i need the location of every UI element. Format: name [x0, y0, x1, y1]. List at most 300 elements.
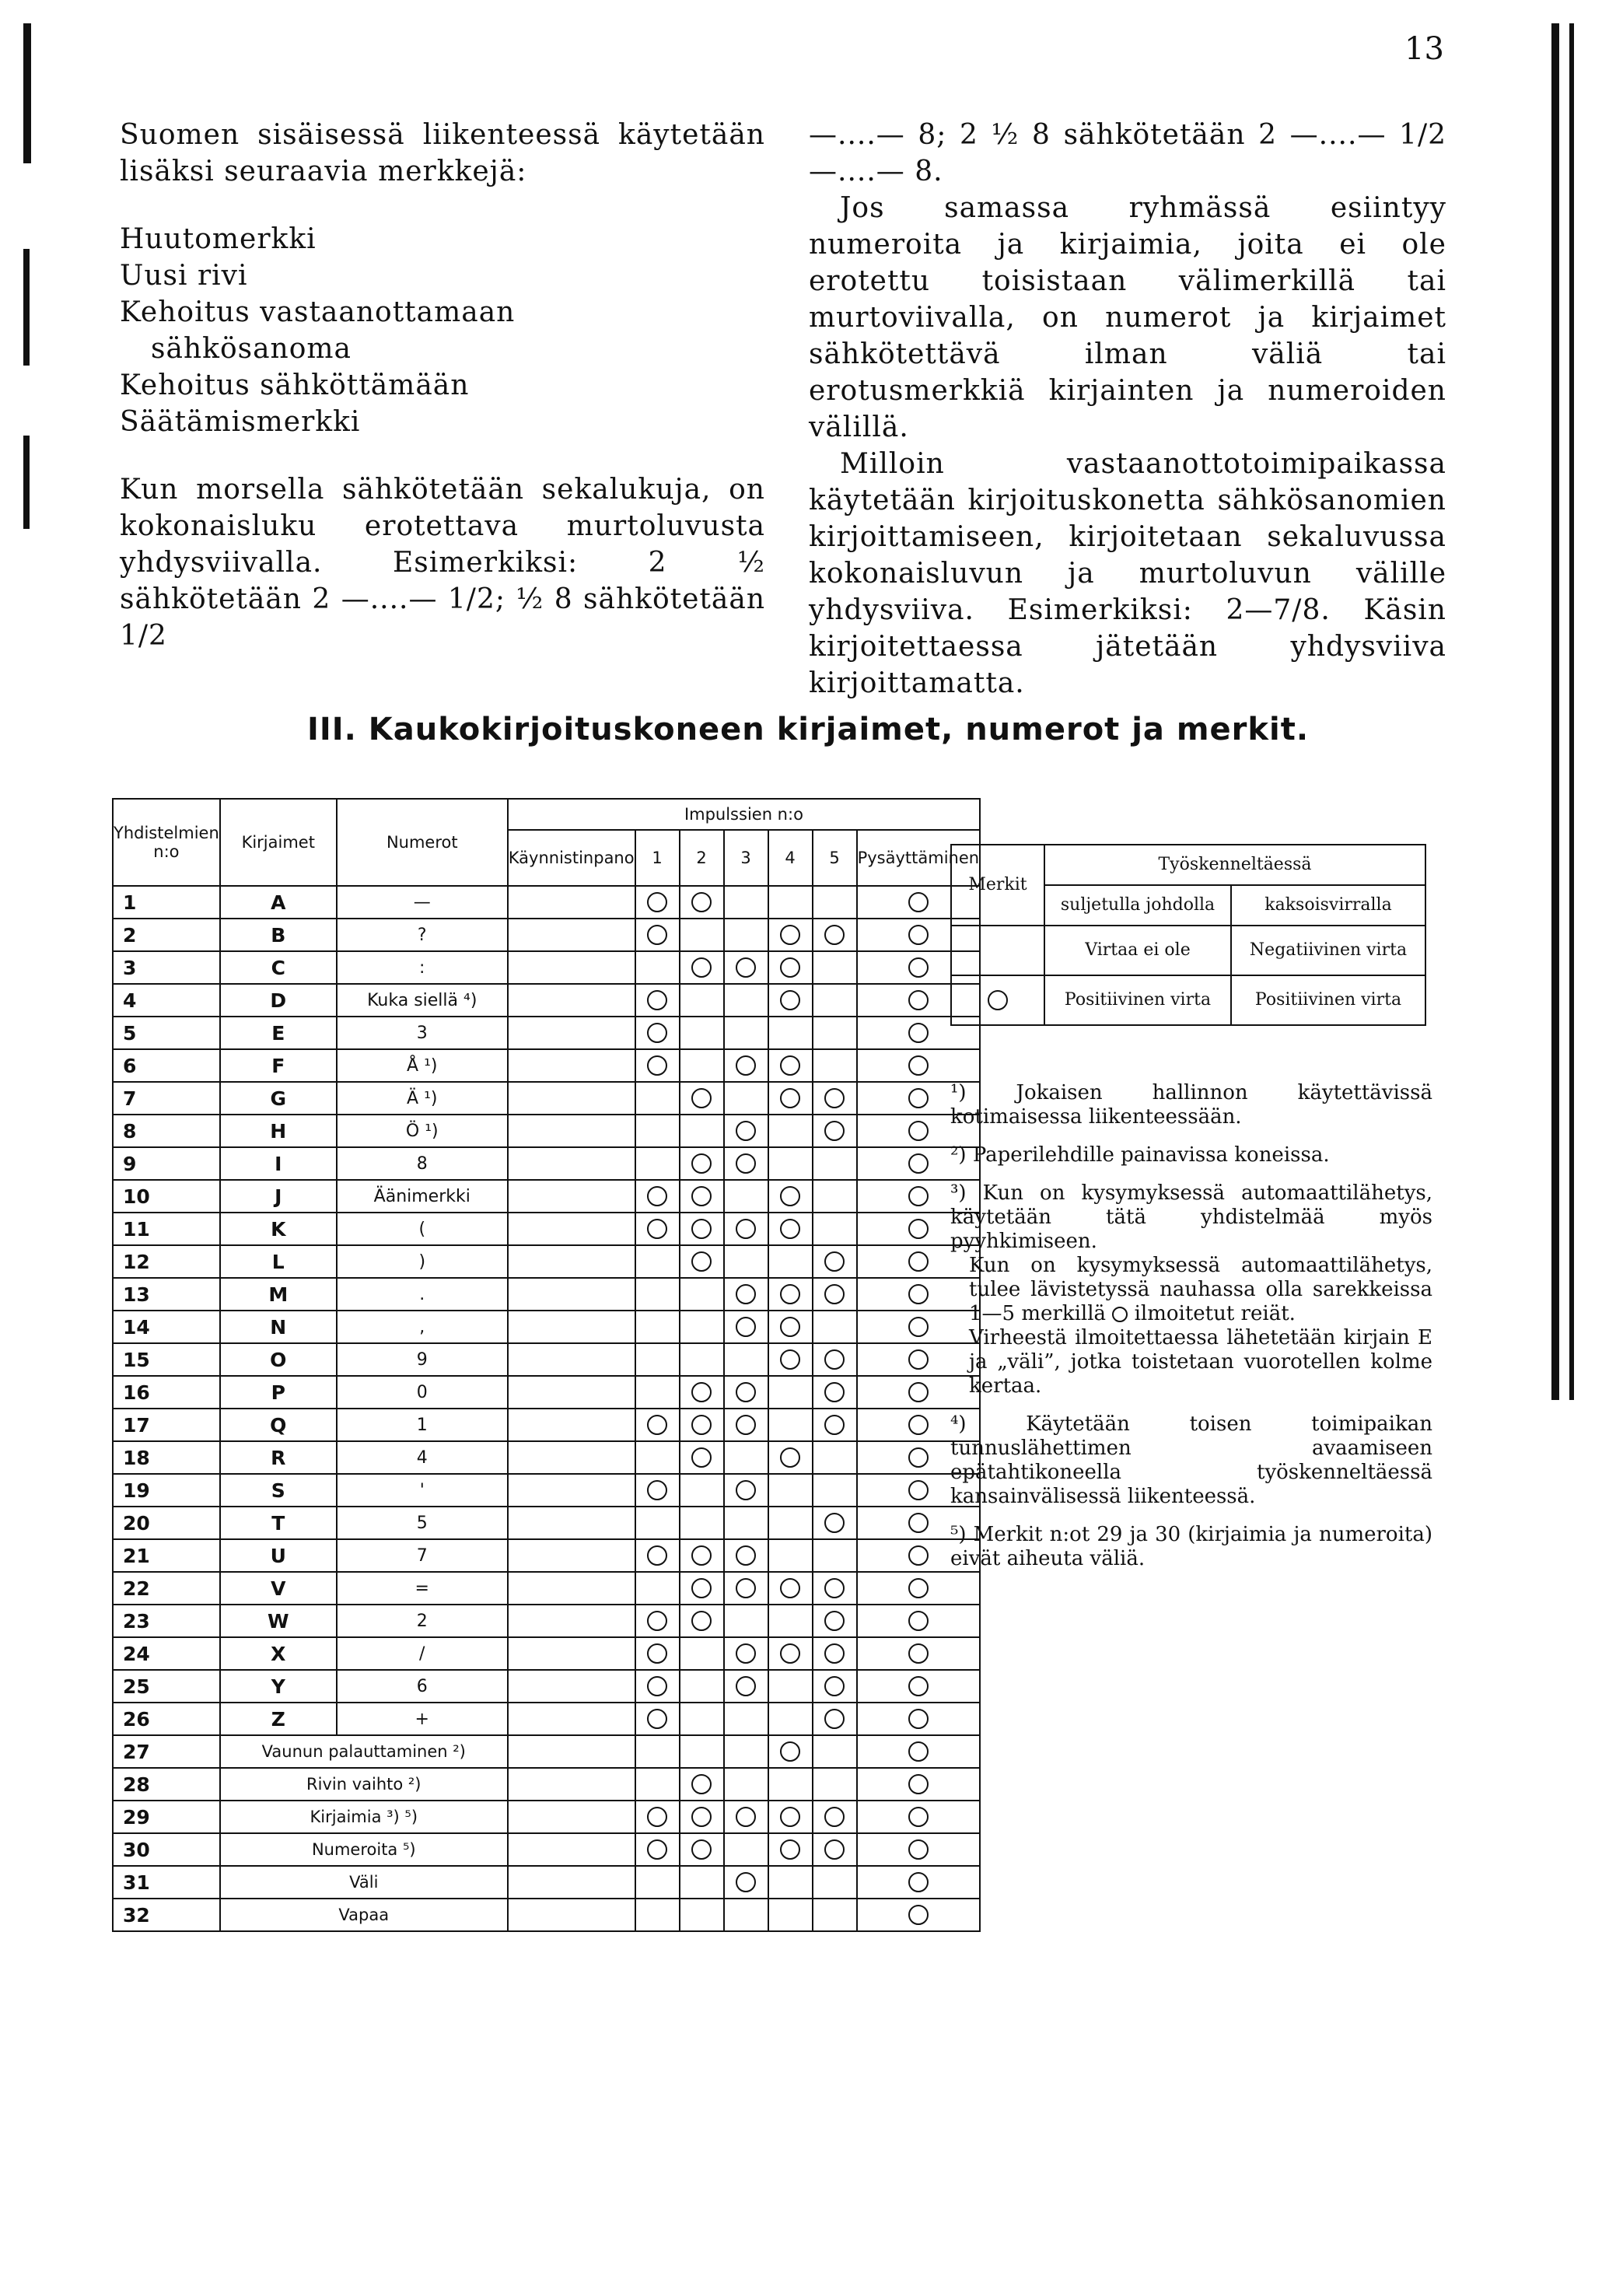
impulse-cell-4 [768, 1507, 813, 1539]
circle-icon [691, 1545, 712, 1566]
start-cell [508, 1507, 635, 1539]
header-letters: Kirjaimet [220, 799, 337, 886]
start-cell [508, 1670, 635, 1703]
scan-edge-left-2 [23, 249, 30, 366]
circle-icon [780, 1839, 800, 1860]
row-number: 11 [113, 1213, 220, 1245]
impulse-cell-5 [813, 1213, 857, 1245]
impulse-cell-3 [724, 1637, 768, 1670]
stop-cell [857, 1801, 981, 1833]
circle-icon [736, 1121, 756, 1141]
impulse-cell-5 [813, 1801, 857, 1833]
start-cell [508, 1245, 635, 1278]
row-number: 3 [113, 951, 220, 984]
letter-cell: A [220, 886, 337, 919]
circle-icon [908, 1251, 929, 1272]
table-row [113, 1441, 980, 1474]
impulse-cell-1 [635, 1082, 680, 1115]
impulse-cell-5 [813, 886, 857, 919]
figure-cell: Äänimerkki [337, 1180, 508, 1213]
start-cell [508, 1213, 635, 1245]
circle-icon [908, 1905, 929, 1925]
figure-cell: 4 [337, 1441, 508, 1474]
row-number: 26 [113, 1703, 220, 1735]
circle-icon [824, 1807, 845, 1827]
impulse-cell-2 [680, 1311, 724, 1343]
circle-icon [691, 1415, 712, 1435]
circle-icon [824, 1839, 845, 1860]
legend-negative-current: Negatiivinen virta [1231, 926, 1425, 975]
impulse-cell-4 [768, 1670, 813, 1703]
impulse-cell-2 [680, 1409, 724, 1441]
impulse-cell-2 [680, 1441, 724, 1474]
circle-icon [691, 1153, 712, 1174]
circle-icon [736, 1153, 756, 1174]
circle-icon [691, 1807, 712, 1827]
letter-cell: S [220, 1474, 337, 1507]
circle-icon [824, 1382, 845, 1402]
stop-cell [857, 1670, 981, 1703]
impulse-cell-4 [768, 1343, 813, 1376]
letter-cell: K [220, 1213, 337, 1245]
circle-icon [824, 1415, 845, 1435]
impulse-cell-1 [635, 1017, 680, 1049]
impulse-cell-1 [635, 1507, 680, 1539]
impulse-cell-2 [680, 1115, 724, 1147]
row-number: 14 [113, 1311, 220, 1343]
impulse-cell-3 [724, 1409, 768, 1441]
circle-icon [908, 1741, 929, 1762]
circle-icon [780, 990, 800, 1010]
table-row [113, 1278, 980, 1311]
impulse-cell-5 [813, 1245, 857, 1278]
impulse-cell-2 [680, 1213, 724, 1245]
impulse-cell-5 [813, 1768, 857, 1801]
footnote-3c: Virheestä ilmoitettaessa lähetetään kirjain E ja „väli”, jotka toistetaan vuorotellen kolme kertaa. [969, 1326, 1432, 1398]
start-cell [508, 1082, 635, 1115]
table-row [113, 951, 980, 984]
circle-icon [908, 1839, 929, 1860]
impulse-cell-5 [813, 1147, 857, 1180]
impulse-cell-3 [724, 1049, 768, 1082]
letter-cell: Q [220, 1409, 337, 1441]
circle-icon [908, 1807, 929, 1827]
row-number: 15 [113, 1343, 220, 1376]
header-start: Käynnistinpano [508, 830, 635, 886]
row-number: 23 [113, 1605, 220, 1637]
circle-icon [908, 1382, 929, 1402]
start-cell [508, 1180, 635, 1213]
table-row [113, 1409, 980, 1441]
circle-icon [647, 1023, 667, 1043]
circle-icon [780, 1317, 800, 1337]
figure-cell: Kuka siellä ⁴) [337, 984, 508, 1017]
impulse-cell-3 [724, 951, 768, 984]
table-row [113, 1343, 980, 1376]
table-row [113, 1703, 980, 1735]
header-impulse-3: 3 [724, 830, 768, 886]
figure-cell: Å ¹) [337, 1049, 508, 1082]
start-cell [508, 1017, 635, 1049]
circle-icon [647, 1415, 667, 1435]
impulse-cell-4 [768, 984, 813, 1017]
impulse-cell-3 [724, 1833, 768, 1866]
impulse-cell-1 [635, 1343, 680, 1376]
sign-6: Säätämismerkki [120, 406, 361, 438]
letter-cell: B [220, 919, 337, 951]
impulse-cell-3 [724, 1735, 768, 1768]
impulse-cell-4 [768, 1311, 813, 1343]
impulse-cell-3 [724, 1278, 768, 1311]
circle-icon [647, 1709, 667, 1729]
impulse-cell-2 [680, 1082, 724, 1115]
impulse-cell-4 [768, 1017, 813, 1049]
impulse-cell-2 [680, 1572, 724, 1605]
letter-cell: H [220, 1115, 337, 1147]
circle-icon [908, 1676, 929, 1696]
circle-icon [691, 1088, 712, 1108]
table-row [113, 1539, 980, 1572]
circle-icon [647, 925, 667, 945]
impulse-cell-2 [680, 1474, 724, 1507]
circle-icon [647, 892, 667, 912]
impulse-cell-3 [724, 1213, 768, 1245]
figure-cell: 9 [337, 1343, 508, 1376]
impulse-cell-4 [768, 1115, 813, 1147]
circle-icon [736, 1578, 756, 1598]
combined-label: Vapaa [220, 1899, 508, 1931]
impulse-cell-4 [768, 1572, 813, 1605]
circle-icon [908, 1186, 929, 1206]
footnote-2: ²) Paperilehdille painavissa koneissa. [950, 1143, 1330, 1167]
impulse-cell-2 [680, 951, 724, 984]
circle-icon [736, 1545, 756, 1566]
circle-icon [780, 957, 800, 978]
figure-cell: 0 [337, 1376, 508, 1409]
figure-cell: ? [337, 919, 508, 951]
row-number: 5 [113, 1017, 220, 1049]
row-number: 29 [113, 1801, 220, 1833]
impulse-cell-2 [680, 1376, 724, 1409]
circle-icon [647, 1839, 667, 1860]
impulse-cell-5 [813, 1670, 857, 1703]
header-stop: Pysäyttäminen [857, 830, 981, 886]
circle-icon [908, 1153, 929, 1174]
impulse-cell-1 [635, 1376, 680, 1409]
impulse-cell-3 [724, 1017, 768, 1049]
footnotes [950, 1081, 1432, 1585]
circle-icon [908, 957, 929, 978]
circle-icon [736, 1382, 756, 1402]
code-table-body [113, 886, 980, 1931]
row-number: 32 [113, 1899, 220, 1931]
table-row [113, 1833, 980, 1866]
row-number: 25 [113, 1670, 220, 1703]
start-cell [508, 951, 635, 984]
row-number: 20 [113, 1507, 220, 1539]
letter-cell: X [220, 1637, 337, 1670]
circle-icon [908, 1643, 929, 1664]
impulse-cell-3 [724, 1343, 768, 1376]
circle-icon [908, 1219, 929, 1239]
impulse-cell-3 [724, 1376, 768, 1409]
circle-icon [691, 1251, 712, 1272]
impulse-cell-4 [768, 1899, 813, 1931]
sign-5: Kehoitus sähköttämään [120, 369, 470, 401]
circle-icon [647, 1219, 667, 1239]
table-row [113, 1866, 980, 1899]
circle-icon [736, 1643, 756, 1664]
header-impulse-1: 1 [635, 830, 680, 886]
row-number: 27 [113, 1735, 220, 1768]
row-number: 2 [113, 919, 220, 951]
row-number: 9 [113, 1147, 220, 1180]
impulse-cell-3 [724, 1572, 768, 1605]
start-cell [508, 1899, 635, 1931]
circle-icon [647, 1055, 667, 1076]
legend-heading: Työskenneltäessä [1044, 845, 1425, 885]
row-number: 6 [113, 1049, 220, 1082]
figure-cell: : [337, 951, 508, 984]
paragraph-typewriter: Milloin vastaanottotoimipaikassa käytetään kirjoituskonetta sähkösanomien kirjoittamiseen, kirjoitetaan sekaluvussa kokonaisluvun ja murtoluvun välille yhdysviiva. Esimerkiksi: 2—7/8. Käsin kirjoitettaessa jätetään yhdysviiva kirjoittamatta. [809, 448, 1446, 699]
impulse-cell-2 [680, 1866, 724, 1899]
legend-circle-symbol [951, 975, 1044, 1025]
start-cell [508, 1605, 635, 1637]
circle-icon [647, 1807, 667, 1827]
impulse-cell-5 [813, 1833, 857, 1866]
circle-icon [824, 925, 845, 945]
circle-icon [988, 990, 1008, 1010]
impulse-cell-3 [724, 1082, 768, 1115]
start-cell [508, 1801, 635, 1833]
circle-icon [908, 1709, 929, 1729]
impulse-cell-1 [635, 1866, 680, 1899]
impulse-cell-5 [813, 1278, 857, 1311]
impulse-cell-1 [635, 1049, 680, 1082]
legend-merkit: Merkit [951, 845, 1044, 926]
circle-icon [691, 1186, 712, 1206]
paragraph-letters-numbers: Jos samassa ryhmässä esiintyy numeroita ja kirjaimia, joita ei ole erotettu toisistaan välimerkillä tai murtoviivalla, on numerot ja kirjaimet sähkötettävä ilman väliä tai erotusmerkkiä kirjainten ja numeroiden välillä. [809, 192, 1446, 443]
start-cell [508, 919, 635, 951]
impulse-cell-2 [680, 1703, 724, 1735]
letter-cell: P [220, 1376, 337, 1409]
impulse-cell-1 [635, 1637, 680, 1670]
impulse-cell-4 [768, 919, 813, 951]
impulse-cell-2 [680, 1637, 724, 1670]
row-number: 10 [113, 1180, 220, 1213]
impulse-cell-3 [724, 1866, 768, 1899]
impulse-cell-3 [724, 1899, 768, 1931]
impulse-cell-1 [635, 1801, 680, 1833]
impulse-cell-2 [680, 919, 724, 951]
circle-icon [824, 1643, 845, 1664]
impulse-cell-5 [813, 1866, 857, 1899]
right-column [809, 117, 1446, 702]
impulse-cell-5 [813, 984, 857, 1017]
header-combination: Yhdistelmien n:o [113, 799, 220, 886]
circle-icon [647, 1643, 667, 1664]
circle-icon [908, 1415, 929, 1435]
circle-icon [736, 1480, 756, 1500]
letter-cell: O [220, 1343, 337, 1376]
impulse-cell-1 [635, 1899, 680, 1931]
letter-cell: U [220, 1539, 337, 1572]
row-number: 18 [113, 1441, 220, 1474]
impulse-cell-2 [680, 1833, 724, 1866]
circle-icon [691, 1382, 712, 1402]
combined-label: Väli [220, 1866, 508, 1899]
impulse-cell-4 [768, 1703, 813, 1735]
impulse-cell-4 [768, 1049, 813, 1082]
circle-icon [691, 1578, 712, 1598]
impulse-cell-2 [680, 886, 724, 919]
circle-icon [691, 1774, 712, 1794]
circle-icon [824, 1284, 845, 1304]
impulse-cell-2 [680, 1278, 724, 1311]
impulse-cell-1 [635, 1539, 680, 1572]
circle-icon [908, 1023, 929, 1043]
impulse-cell-4 [768, 1376, 813, 1409]
impulse-cell-4 [768, 1735, 813, 1768]
impulse-cell-1 [635, 1409, 680, 1441]
letter-cell: G [220, 1082, 337, 1115]
circle-icon [908, 1545, 929, 1566]
table-row [113, 1768, 980, 1801]
impulse-cell-5 [813, 1605, 857, 1637]
impulse-cell-4 [768, 1605, 813, 1637]
start-cell [508, 1278, 635, 1311]
circle-icon [691, 1611, 712, 1631]
stop-cell [857, 1605, 981, 1637]
legend-wrap [950, 844, 1426, 1026]
page-number: 13 [1404, 31, 1444, 67]
row-number: 17 [113, 1409, 220, 1441]
table-row [113, 1049, 980, 1082]
impulse-cell-2 [680, 1899, 724, 1931]
scan-edge-left [23, 23, 31, 163]
impulse-cell-3 [724, 1703, 768, 1735]
table-row [113, 1213, 980, 1245]
letter-cell: I [220, 1147, 337, 1180]
circle-icon [908, 1872, 929, 1892]
impulse-cell-1 [635, 1311, 680, 1343]
start-cell [508, 1343, 635, 1376]
combined-label: Rivin vaihto ²) [220, 1768, 508, 1801]
circle-icon [736, 1676, 756, 1696]
impulse-cell-3 [724, 1670, 768, 1703]
header-impulses: Impulssien n:o [508, 799, 980, 830]
circle-icon [824, 1611, 845, 1631]
footnote-4: ⁴) Käytetään toisen toimipaikan tunnuslähettimen avaamiseen epätahtikoneella työskenneltäessä kansainvälisessä liikenteessä. [950, 1412, 1432, 1508]
impulse-cell-1 [635, 1572, 680, 1605]
section-title: III. Kaukokirjoituskoneen kirjaimet, numerot ja merkit. [306, 712, 1310, 747]
impulse-cell-2 [680, 1017, 724, 1049]
impulse-cell-3 [724, 1507, 768, 1539]
impulse-cell-4 [768, 1245, 813, 1278]
impulse-cell-5 [813, 1637, 857, 1670]
start-cell [508, 1049, 635, 1082]
circle-icon [824, 1349, 845, 1370]
header-impulse-4: 4 [768, 830, 813, 886]
circle-icon [824, 1251, 845, 1272]
letter-cell: Y [220, 1670, 337, 1703]
impulse-cell-1 [635, 1703, 680, 1735]
impulse-cell-1 [635, 1605, 680, 1637]
circle-icon [736, 1055, 756, 1076]
circle-icon [691, 1219, 712, 1239]
figure-cell: 3 [337, 1017, 508, 1049]
start-cell [508, 1474, 635, 1507]
figure-cell: 2 [337, 1605, 508, 1637]
row-number: 4 [113, 984, 220, 1017]
table-row [113, 1180, 980, 1213]
impulse-cell-3 [724, 984, 768, 1017]
impulse-cell-4 [768, 1082, 813, 1115]
letter-cell: D [220, 984, 337, 1017]
table-row [113, 1735, 980, 1768]
table-row [113, 1605, 980, 1637]
scan-edge-left-3 [23, 436, 30, 529]
impulse-cell-3 [724, 1474, 768, 1507]
letter-cell: T [220, 1507, 337, 1539]
circle-icon [824, 1709, 845, 1729]
impulse-cell-5 [813, 1115, 857, 1147]
row-number: 1 [113, 886, 220, 919]
impulse-cell-4 [768, 1833, 813, 1866]
table-row [113, 1899, 980, 1931]
row-number: 16 [113, 1376, 220, 1409]
sign-3: Kehoitus vastaanottamaan [120, 296, 516, 328]
circle-icon [780, 1055, 800, 1076]
circle-icon [780, 1186, 800, 1206]
circle-icon [736, 1807, 756, 1827]
start-cell [508, 1637, 635, 1670]
impulse-cell-1 [635, 1441, 680, 1474]
row-number: 13 [113, 1278, 220, 1311]
circle-icon [908, 1774, 929, 1794]
impulse-cell-4 [768, 1409, 813, 1441]
table-row [113, 1017, 980, 1049]
impulse-cell-5 [813, 1735, 857, 1768]
figure-cell: Ö ¹) [337, 1115, 508, 1147]
continuation-text: —....— 8; 2 ½ 8 sähkötetään 2 —....— 1/2 —....— 8. [809, 119, 1446, 187]
legend-no-current: Virtaa ei ole [1044, 926, 1231, 975]
circle-icon [780, 1741, 800, 1762]
letter-cell: F [220, 1049, 337, 1082]
impulse-cell-3 [724, 1245, 768, 1278]
start-cell [508, 1441, 635, 1474]
impulse-cell-3 [724, 919, 768, 951]
impulse-cell-4 [768, 1801, 813, 1833]
impulse-cell-2 [680, 1049, 724, 1082]
circle-icon [647, 1186, 667, 1206]
combined-label: Kirjaimia ³) ⁵) [220, 1801, 508, 1833]
combined-label: Vaunun palauttaminen ²) [220, 1735, 508, 1768]
circle-icon [908, 1317, 929, 1337]
start-cell [508, 1409, 635, 1441]
impulse-cell-2 [680, 1539, 724, 1572]
impulse-cell-1 [635, 919, 680, 951]
circle-icon [647, 990, 667, 1010]
start-cell [508, 1539, 635, 1572]
figure-cell: / [337, 1637, 508, 1670]
letter-cell: E [220, 1017, 337, 1049]
circle-icon [824, 1121, 845, 1141]
table-row [113, 1670, 980, 1703]
start-cell [508, 1833, 635, 1866]
start-cell [508, 1735, 635, 1768]
circle-icon [908, 1611, 929, 1631]
